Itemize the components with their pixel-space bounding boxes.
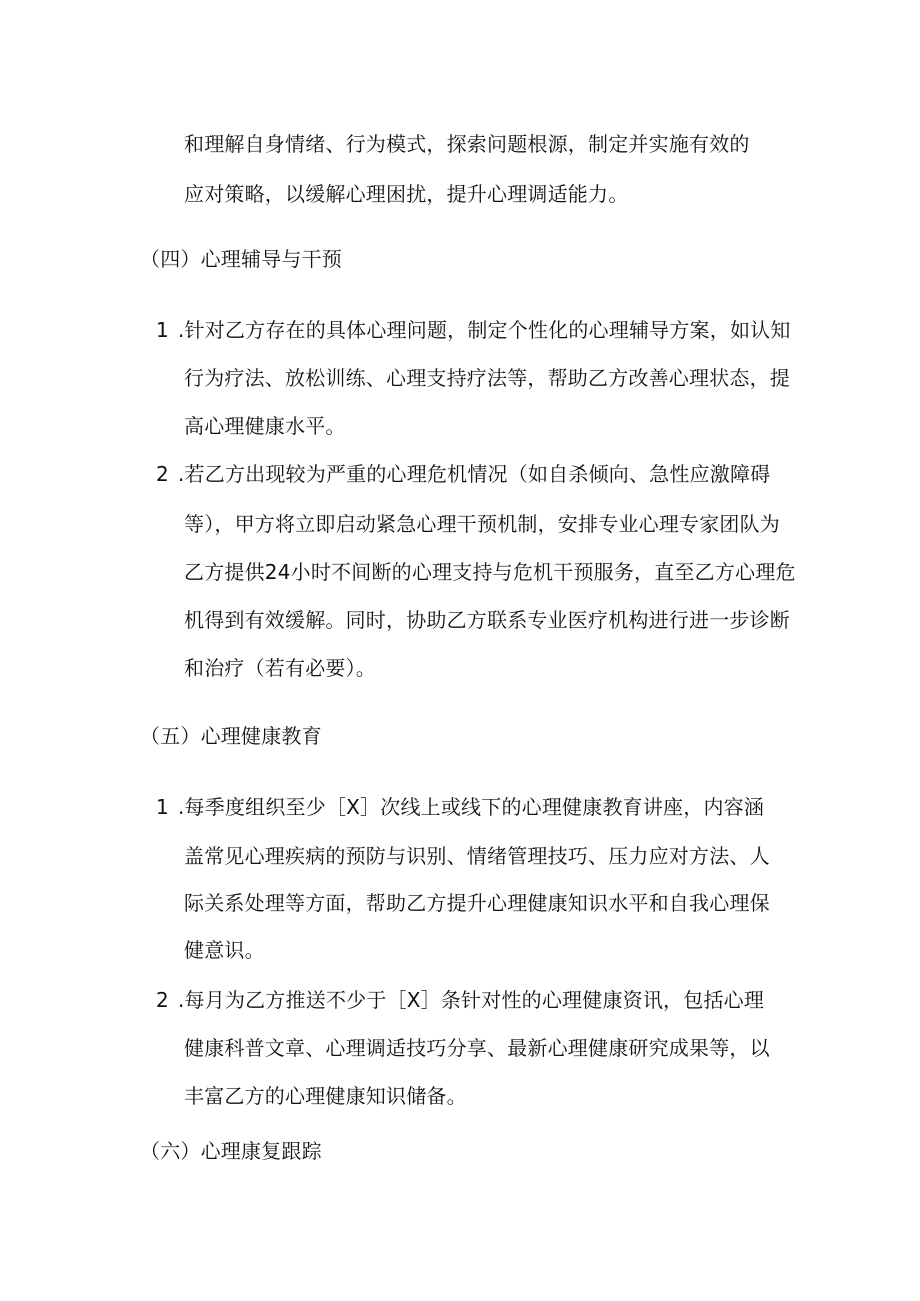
item-number: 2 [156, 988, 169, 1012]
item-line: 等），甲方将立即启动紧急心理干预机制，安排专业心理专家团队为 [184, 512, 780, 536]
section-heading-5: （五）心理健康教育 [140, 724, 322, 748]
item-line: 行为疗法、放松训练、心理支持疗法等，帮助乙方改善心理状态，提 [184, 366, 790, 390]
intro-line-1: 和理解自身情绪、行为模式，探索问题根源，制定并实施有效的 [184, 132, 750, 156]
item-line: 健康科普文章、心理调适技巧分享、最新心理健康研究成果等，以 [184, 1036, 770, 1060]
item-line: .每季度组织至少［X］次线上或线下的心理健康教育讲座，内容涵 [178, 795, 765, 819]
item-line: 乙方提供24小时不间断的心理支持与危机干预服务，直至乙方心理危 [184, 560, 796, 584]
item-line: 机得到有效缓解。同时，协助乙方联系专业医疗机构进行进一步诊断 [184, 608, 790, 632]
item-line: 丰富乙方的心理健康知识储备。 [184, 1084, 467, 1108]
item-line: 健意识。 [184, 938, 265, 962]
item-line: .每月为乙方推送不少于［X］条针对性的心理健康资讯，包括心理 [178, 988, 765, 1012]
intro-line-2: 应对策略，以缓解心理困扰，提升心理调适能力。 [184, 182, 629, 206]
item-line: 和治疗（若有必要）。 [184, 656, 376, 680]
item-line: .针对乙方存在的具体心理问题，制定个性化的心理辅导方案，如认知 [178, 318, 791, 342]
item-number: 1 [156, 318, 169, 342]
section-heading-4: （四）心理辅导与干预 [140, 247, 342, 271]
item-number: 1 [156, 795, 169, 819]
item-number: 2 [156, 462, 169, 486]
item-line: 高心理健康水平。 [184, 414, 346, 438]
item-line: 盖常见心理疾病的预防与识别、情绪管理技巧、压力应对方法、人 [184, 844, 770, 868]
item-line: .若乙方出现较为严重的心理危机情况（如自杀倾向、急性应激障碍 [178, 462, 771, 486]
item-line: 际关系处理等方面，帮助乙方提升心理健康知识水平和自我心理保 [184, 891, 770, 915]
section-heading-6: （六）心理康复跟踪 [140, 1139, 322, 1163]
